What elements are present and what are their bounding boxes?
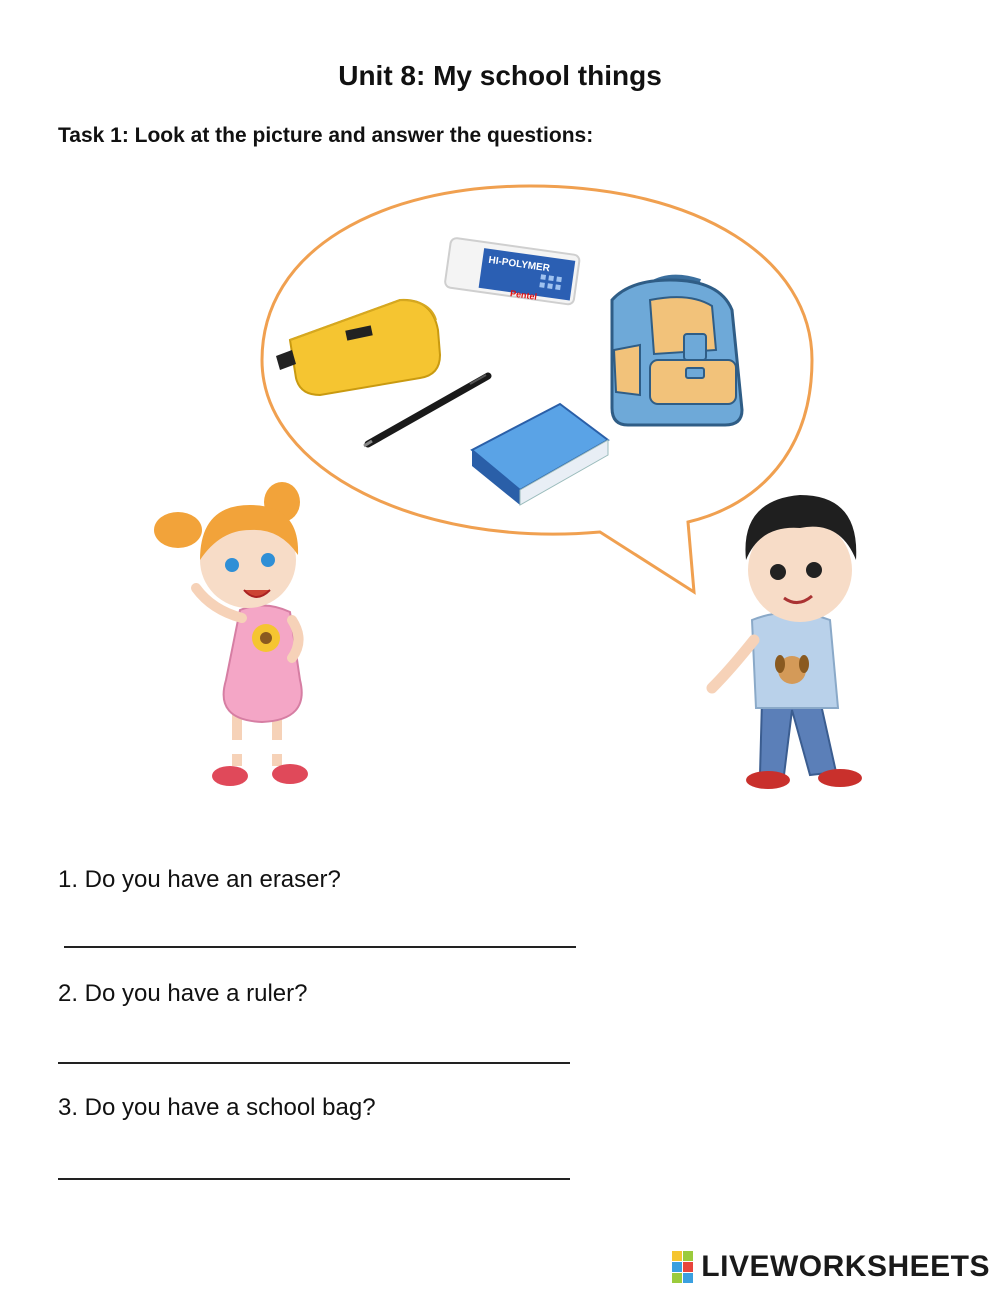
task-instruction: Task 1: Look at the picture and answer the questions: [58,124,594,147]
eraser-brand: Pentel [509,288,538,302]
liveworksheets-brand [672,1250,990,1284]
question-3: 3. Do you have a school bag? [58,1094,376,1121]
question-2: 2. Do you have a ruler? [58,980,308,1007]
answer-line-1[interactable] [64,946,576,948]
question-1: 1. Do you have an eraser? [58,866,341,893]
page-title: Unit 8: My school things [338,60,662,91]
girl-character-icon [154,482,308,786]
answer-line-2[interactable] [58,1062,570,1064]
backpack-icon [612,278,742,425]
answer-line-3[interactable] [58,1178,570,1180]
liveworksheets-logo-icon [672,1251,693,1283]
brand-label: LIVEWORKSHEETS [701,1250,990,1283]
boy-character-icon [712,495,862,789]
eraser-label: HI-POLYMER [487,254,551,275]
